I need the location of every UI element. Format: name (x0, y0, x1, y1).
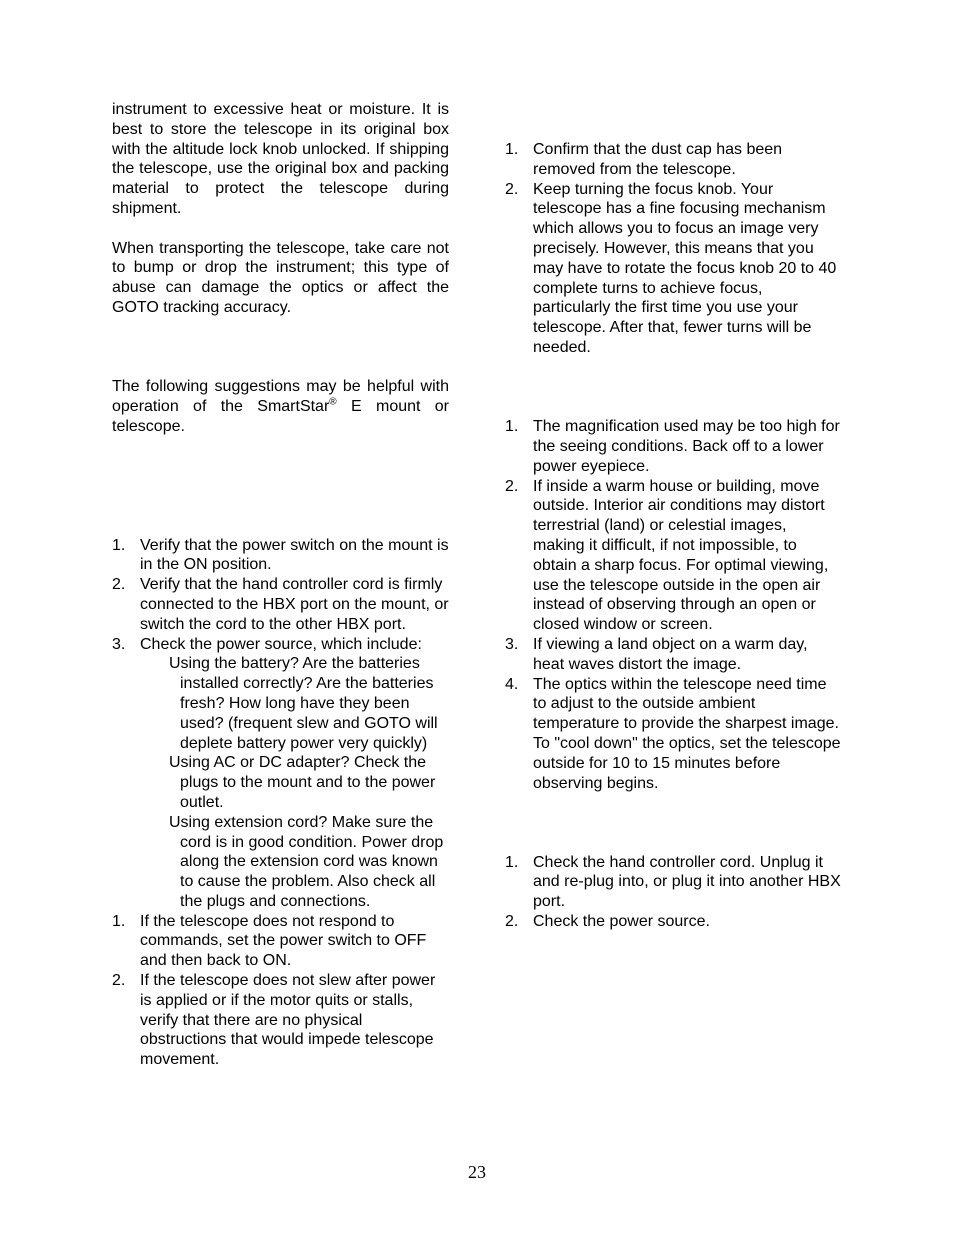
list-text: Verify that the hand controller cord is firmly connected to the HBX port on the mount, or switch the cord to the other HBX port. (140, 576, 449, 633)
list-text: Verify that the power switch on the mount is in the ON position. (140, 536, 449, 574)
list-text: Check the hand controller cord. Unplug it and re-plug into, or plug it into another HBX port. (533, 853, 841, 911)
list-number: 2. (505, 913, 519, 931)
list-number: 1. (112, 536, 126, 554)
right-column (505, 140, 842, 932)
list-item (505, 417, 842, 476)
power-sub-item: Using extension cord? Make sure the cord is in good condition. Power drop along the extension cord was known to cause the problem. Also check all the plugs and connections. (169, 813, 444, 910)
list-text: Check the power source. (533, 913, 710, 931)
list-text: If inside a warm house or building, move outside. Interior air conditions may distort terrestrial (land) or celestial images, making it difficult, if not impossible, to obtain a sharp focus. For optimal viewing, use the telescope outside in the open air instead of observing through an open or closed window or screen. (533, 477, 829, 634)
list-text: Confirm that the dust cap has been removed from the telescope. (533, 141, 783, 178)
list-text: The optics within the telescope need time to adjust to the outside ambient temperature to provide the sharpest image. To "cool down" the optics, set the telescope outside for 10 to 15 minutes before observing begins. (533, 675, 841, 792)
slew-checklist (112, 912, 449, 1070)
no-image-checklist (505, 140, 842, 358)
list-item (112, 575, 449, 634)
list-number: 1. (112, 912, 126, 930)
list-number: 1. (505, 418, 519, 436)
controller-checklist (505, 853, 842, 932)
list-number: 1. (505, 853, 519, 871)
list-item (112, 635, 449, 655)
storage-paragraph: instrument to excessive heat or moisture. It is best to store the telescope in its original box with the altitude lock knob unlocked. If shipping the telescope, use the original box and packing material to protect the telescope during shipment. (112, 101, 449, 217)
list-item (505, 180, 842, 358)
left-column (112, 100, 449, 1070)
list-item (505, 912, 842, 932)
registered-mark: ® (329, 396, 337, 408)
list-number: 2. (112, 576, 126, 594)
list-number: 4. (505, 675, 519, 693)
power-sub-item: Using AC or DC adapter? Check the plugs to the mount and to the power outlet. (169, 754, 436, 811)
list-item (505, 140, 842, 180)
list-text: If the telescope does not slew after power is applied or if the motor quits or stalls, verify that there are no physical obstructions that would impede telescope movement. (140, 972, 436, 1069)
power-sub-item: Using the battery? Are the batteries installed correctly? Are the batteries fresh? How long have they been used? (frequent slew and GOTO will deplete battery power very quickly) (169, 655, 438, 752)
list-number: 2. (112, 972, 126, 990)
list-number: 3. (112, 635, 126, 653)
list-text: Keep turning the focus knob. Your telescope has a fine focusing mechanism which allows you to focus an image very precisely. However, this means that you may have to rotate the focus knob 20 to 40 complete turns to achieve focus, particularly the first time you use your telescope. After that, fewer turns will be needed. (533, 180, 837, 356)
suggestions-text-a: The following suggestions may be helpful with operation of the SmartStar (112, 378, 449, 415)
list-number: 2. (505, 477, 519, 495)
suggestions-text-b: E mount or telescope. (112, 397, 450, 435)
page-number: 23 (468, 1162, 486, 1182)
focus-checklist (505, 417, 842, 793)
list-item (505, 675, 842, 794)
list-text: If the telescope does not respond to commands, set the power switch to OFF and then back to ON. (140, 912, 427, 970)
list-text: Check the power source, which include: (140, 635, 422, 653)
list-item (112, 912, 449, 971)
list-item (505, 853, 842, 912)
list-text: If viewing a land object on a warm day, heat waves distort the image. (533, 635, 808, 673)
list-number: 3. (505, 635, 519, 653)
transport-paragraph: When transporting the telescope, take care not to bump or drop the instrument; this type of abuse can damage the optics or affect the GOTO tracking accuracy. (112, 239, 449, 316)
list-text: The magnification used may be too high for the seeing conditions. Back off to a lower power eyepiece. (533, 418, 840, 475)
suggestions-paragraph (112, 377, 449, 436)
list-item (505, 477, 842, 635)
list-item (112, 536, 449, 576)
power-checklist (112, 536, 449, 655)
list-number: 1. (505, 141, 519, 158)
list-item (112, 971, 449, 1070)
list-number: 2. (505, 180, 519, 198)
list-item (505, 635, 842, 675)
